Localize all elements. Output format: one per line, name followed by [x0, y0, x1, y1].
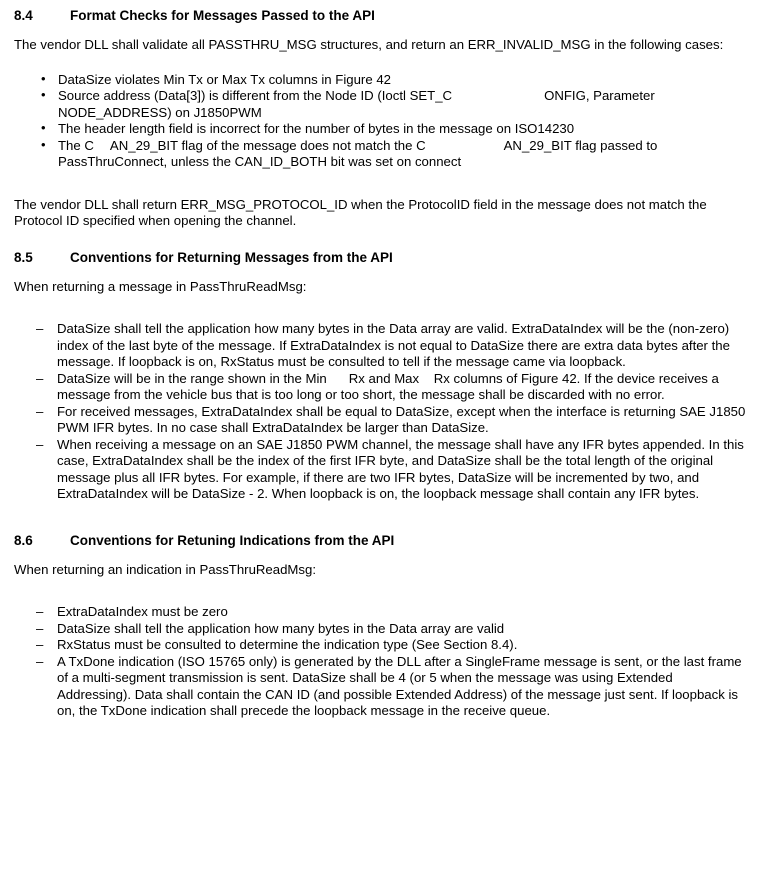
section-number: 8.4: [14, 8, 33, 23]
section-8-5-intro: When returning a message in PassThruReadMsg:: [14, 278, 307, 294]
list-item: [41, 121, 747, 138]
section-title: Conventions for Returning Messages from the API: [70, 249, 393, 265]
list-item: – ExtraDataIndex must be zero: [36, 604, 747, 621]
section-heading-8-5: [14, 250, 747, 265]
section-8-4-bullet-list: [14, 72, 747, 171]
section-8-6-intro: When returning an indication in PassThruReadMsg:: [14, 561, 317, 577]
list-item: [41, 88, 747, 121]
section-heading-8-4: [14, 8, 747, 23]
bullet-text: DataSize violates Min Tx or Max Tx columns in Figure 42: [58, 71, 391, 87]
list-item: – For received messages, ExtraDataIndex shall be equal to DataSize, except when the interface is returning SAE J1850 PWM IFR bytes. In no case shall ExtraDataIndex be larger than DataSize.: [36, 404, 747, 437]
section-heading-8-6: [14, 533, 747, 548]
bullet-text-post: ONFIG, Parameter NODE_ADDRESS) on J1850PWM: [58, 88, 655, 120]
list-item: [41, 138, 747, 171]
list-item: – When receiving a message on an SAE J1850 PWM channel, the message shall have any IFR bytes appended. In this case, ExtraDataIndex shall be the index of the first IFR byte, and DataSize shall be the total length of the original message plus all IFR bytes. For example, if there are two IFR bytes, DataSize will be incremented by two, and ExtraDataIndex will be DataSize - 2. When loopback is on, the loopback message shall contain any IFR bytes.: [36, 437, 747, 503]
section-number: 8.6: [14, 532, 33, 548]
section-title: Format Checks for Messages Passed to the API: [70, 8, 375, 23]
bullet-text-post-2: AN_29_BIT flag passed to PassThruConnect, unless the CAN_ID_BOTH bit was set on connect: [58, 137, 658, 169]
list-item: – RxStatus must be consulted to determine the indication type (See Section 8.4).: [36, 637, 747, 654]
section-8-4-intro: The vendor DLL shall validate all PASSTHRU_MSG structures, and return an ERR_INVALID_MSG in the following cases:: [14, 37, 724, 52]
section-8-6-list: [14, 604, 747, 720]
bullet-text: The header length field is incorrect for the number of bytes in the message on ISO14230: [58, 121, 575, 136]
bullet-text-pre: Source address (Data[3]) is different from the Node ID (Ioctl SET_C: [58, 88, 453, 103]
section-8-5-list: [14, 321, 747, 503]
bullet-text-post: AN_29_BIT flag of the message does not match the C: [109, 137, 426, 153]
list-item: [41, 72, 747, 89]
list-item: – DataSize shall tell the application how many bytes in the Data array are valid. ExtraDataIndex will be the (non-zero) index of the last byte of the message. If ExtraDataIndex is not equal to DataSize there are extra data bytes after the message. If loopback is on, RxStatus must be consulted to tell if the message came via loopback.: [36, 321, 747, 371]
list-item: – DataSize will be in the range shown in the Min Rx and Max Rx columns of Figure 42. If the device receives a message from the vehicle bus that is too long or too short, the message shall be discarded with no error.: [36, 371, 747, 404]
list-item: – DataSize shall tell the application how many bytes in the Data array are valid: [36, 621, 747, 638]
section-number: 8.5: [14, 249, 33, 265]
list-item: – A TxDone indication (ISO 15765 only) is generated by the DLL after a SingleFrame message is sent, or the last frame of a multi-segment transmission is sent. DataSize shall be 4 (or 5 when the message was using Extended Addressing). Data shall contain the CAN ID (and possible Extended Address) of the message just sent. If loopback is on, the TxDone indication shall precede the loopback message in the receive queue.: [36, 654, 747, 720]
section-title: Conventions for Retuning Indications from the API: [70, 532, 395, 548]
section-8-4-closing: The vendor DLL shall return ERR_MSG_PROTOCOL_ID when the ProtocolID field in the message does not match the Protocol ID specified when opening the channel.: [14, 196, 707, 228]
bullet-text-pre: The C: [58, 137, 94, 153]
